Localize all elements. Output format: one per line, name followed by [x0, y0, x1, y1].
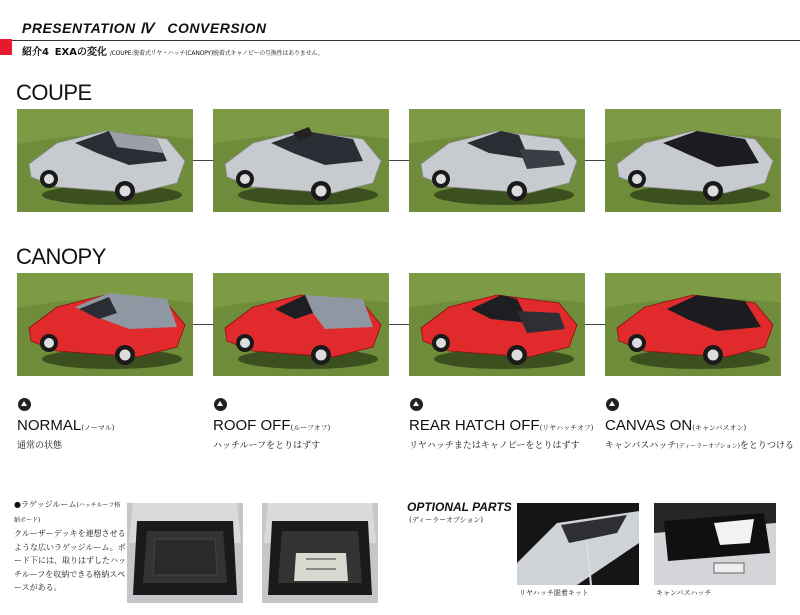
triangle-bullet-icon: [214, 398, 227, 411]
canopy-photo-roof-off: [213, 273, 389, 376]
coupe-connector-1: [193, 160, 213, 161]
mode-title: NORMAL(ノーマル): [17, 417, 115, 434]
mode-description: ハッチルーフをとりはずす: [213, 441, 321, 451]
page-header-title: [22, 20, 267, 37]
optional-parts-title: OPTIONAL PARTS: [407, 500, 512, 514]
mode-description: 通常の状態: [17, 441, 63, 451]
triangle-bullet-icon: [18, 398, 31, 411]
coupe-photo-rear-hatch-off: [409, 109, 585, 212]
section-note: /COUPE:脱着式リヤ・ハッチ(CANOPY)脱着式キャノピーの互換性はありません。: [109, 50, 324, 57]
canopy-row-label: CANOPY: [16, 244, 106, 269]
mode-title: CANVAS ON(キャンバスオン): [605, 417, 747, 434]
canopy-connector-2: [389, 324, 409, 325]
canopy-connector-1: [193, 324, 213, 325]
coupe-photo-roof-off: [213, 109, 389, 212]
header-rule: [12, 40, 800, 41]
optional-caption-rear-hatch-kit: リヤハッチ脱着キット: [519, 589, 589, 597]
bullet-icon: ●: [14, 500, 21, 509]
canopy-photo-normal: [17, 273, 193, 376]
canopy-photo-rear-hatch-off: [409, 273, 585, 376]
triangle-bullet-icon: [606, 398, 619, 411]
luggage-body: クルーザーデッキを連想させるような広いラゲッジルーム。ボード下には、取りはずしたハッチルーフを収納できる格納スペースがある。: [14, 529, 126, 592]
luggage-photo-board-out: [262, 503, 378, 603]
red-tab-marker: [0, 39, 12, 55]
triangle-bullet-icon: [410, 398, 423, 411]
section-title: EXAの変化: [54, 47, 107, 58]
coupe-photo-normal: [17, 109, 193, 212]
coupe-row-label: COUPE: [16, 80, 92, 105]
canopy-photo-canvas-on: [605, 273, 781, 376]
mode-title: ROOF OFF(ルーフオフ): [213, 417, 331, 434]
presentation-label: PRESENTATION Ⅳ: [22, 20, 154, 36]
mode-description: キャンバスハッチ(ディーラーオプション)をとりつける: [605, 441, 794, 451]
luggage-title: ラゲッジルーム: [20, 500, 77, 509]
luggage-title-note: (ハッチルーフ格納ボード): [14, 502, 121, 524]
optional-parts-subtitle: (ディーラーオプション): [409, 516, 484, 524]
coupe-connector-2: [389, 160, 409, 161]
luggage-photo-board-in: [127, 503, 243, 603]
section-number: 紹介4: [22, 47, 49, 58]
luggage-description: [14, 498, 126, 595]
coupe-photo-canvas-on: [605, 109, 781, 212]
optional-caption-canvas-hatch: キャンバスハッチ: [656, 589, 712, 597]
section-subtitle: [22, 43, 323, 58]
mode-description: リヤハッチまたはキャノピーをとりはずす: [409, 441, 580, 451]
optional-photo-canvas-hatch: [654, 503, 776, 585]
coupe-connector-3: [585, 160, 605, 161]
conversion-label: CONVERSION: [167, 20, 267, 36]
optional-photo-rear-hatch-kit: [517, 503, 639, 585]
mode-title: REAR HATCH OFF(リヤハッチオフ): [409, 417, 594, 434]
canopy-connector-3: [585, 324, 605, 325]
